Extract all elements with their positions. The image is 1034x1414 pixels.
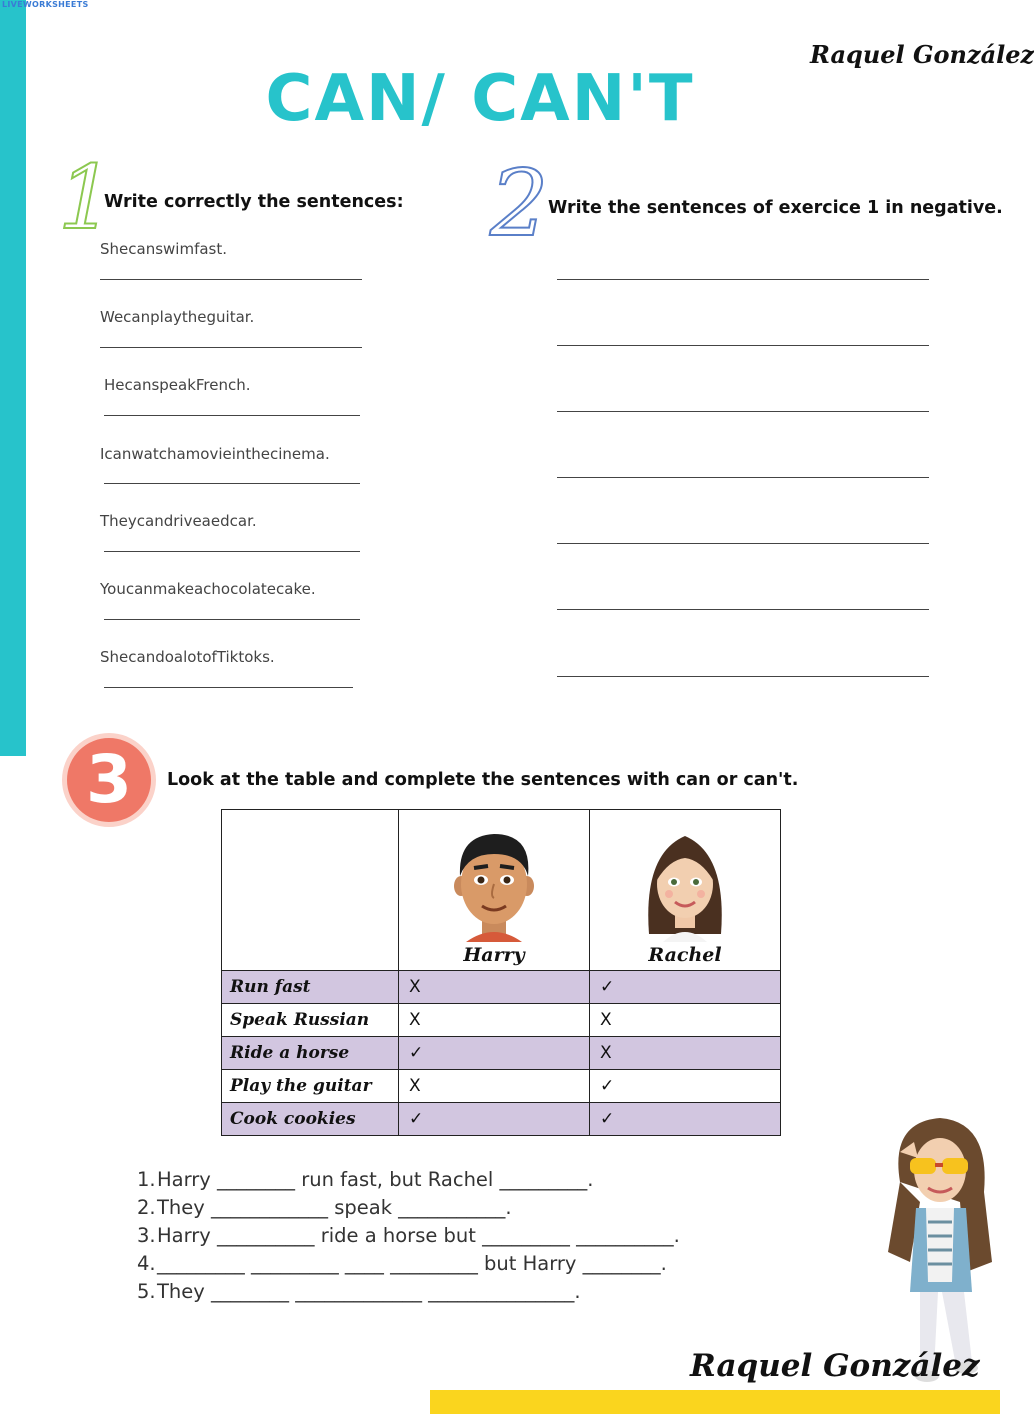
author-signature-top: Raquel González xyxy=(810,40,1034,69)
ex2-answer-line-2[interactable] xyxy=(557,345,929,346)
ex1-sentence-4: Icanwatchamovieinthecinema. xyxy=(100,445,330,463)
table-header-rachel xyxy=(590,810,781,971)
harry-avatar-icon xyxy=(444,824,544,942)
rachel-mark: X xyxy=(590,1004,781,1037)
ex1-answer-line-2[interactable] xyxy=(100,347,362,348)
ability-label: Run fast xyxy=(222,971,399,1004)
ex1-sentence-3: HecanspeakFrench. xyxy=(104,376,251,394)
ex2-answer-line-5[interactable] xyxy=(557,543,929,544)
ex1-answer-line-1[interactable] xyxy=(100,279,362,280)
ability-table xyxy=(221,809,781,1136)
table-header-harry-name: Harry xyxy=(463,944,525,966)
ex3-sentence-text: Harry ________ run fast, but Rachel _________. xyxy=(157,1168,594,1191)
ex1-sentence-5: Theycandriveaedcar. xyxy=(100,512,257,530)
table-header-harry xyxy=(399,810,590,971)
ex3-sentence-number: 2. xyxy=(137,1196,156,1219)
girl-figure-icon xyxy=(880,1112,1000,1388)
harry-mark: ✓ xyxy=(399,1103,590,1136)
harry-mark: ✓ xyxy=(399,1037,590,1070)
exercise-3-instruction: Look at the table and complete the sentences with can or can't. xyxy=(167,770,799,790)
harry-mark: X xyxy=(399,1004,590,1037)
table-corner-cell xyxy=(222,810,399,971)
ex3-sentence-1[interactable] xyxy=(137,1168,593,1191)
ex3-sentence-2[interactable] xyxy=(137,1196,512,1219)
ex3-sentence-text: _________ _________ ____ _________ but Harry ________. xyxy=(157,1252,667,1275)
ex1-answer-line-4[interactable] xyxy=(104,483,360,484)
table-row xyxy=(222,1004,781,1037)
ability-label: Ride a horse xyxy=(222,1037,399,1070)
ex3-sentence-text: Harry __________ ride a horse but _________ __________. xyxy=(157,1224,680,1247)
ex3-sentence-number: 3. xyxy=(137,1224,156,1247)
ex1-answer-line-7[interactable] xyxy=(104,687,353,688)
ex3-sentence-3[interactable] xyxy=(137,1224,680,1247)
author-signature-bottom: Raquel González xyxy=(690,1348,980,1384)
rachel-mark: ✓ xyxy=(590,971,781,1004)
ex2-answer-line-7[interactable] xyxy=(557,676,929,677)
exercise-3-number: 3 xyxy=(86,741,132,818)
ex1-sentence-6: Youcanmakeachocolatecake. xyxy=(100,580,316,598)
rachel-mark: ✓ xyxy=(590,1103,781,1136)
ex1-sentence-2: Wecanplaytheguitar. xyxy=(100,308,255,326)
ex1-sentence-1: Shecanswimfast. xyxy=(100,240,228,258)
ex3-sentence-text: They ________ _____________ _______________. xyxy=(157,1280,581,1303)
exercise-1-instruction: Write correctly the sentences: xyxy=(104,192,404,212)
ex3-sentence-text: They ____________ speak ___________. xyxy=(157,1196,512,1219)
ex3-sentence-number: 4. xyxy=(137,1252,156,1275)
ability-label: Play the guitar xyxy=(222,1070,399,1103)
page-title: CAN/ CAN'T xyxy=(265,62,695,136)
rachel-mark: ✓ xyxy=(590,1070,781,1103)
left-accent-bar xyxy=(0,0,26,756)
harry-mark: X xyxy=(399,1070,590,1103)
ability-label: Speak Russian xyxy=(222,1004,399,1037)
ex3-sentence-4[interactable] xyxy=(137,1252,667,1275)
table-row xyxy=(222,1103,781,1136)
ex1-answer-line-3[interactable] xyxy=(104,415,360,416)
exercise-2-instruction: Write the sentences of exercice 1 in negative. xyxy=(548,198,1003,218)
ex3-sentence-number: 5. xyxy=(137,1280,156,1303)
rachel-mark: X xyxy=(590,1037,781,1070)
ex1-answer-line-5[interactable] xyxy=(104,551,360,552)
exercise-1-number-icon: 1 xyxy=(58,146,114,249)
ex3-sentence-number: 1. xyxy=(137,1168,156,1191)
watermark-logo[interactable]: LIVEWORKSHEETS xyxy=(2,0,89,9)
ex2-answer-line-1[interactable] xyxy=(557,279,929,280)
table-header-rachel-name: Rachel xyxy=(648,944,722,966)
ability-label: Cook cookies xyxy=(222,1103,399,1136)
table-row xyxy=(222,1070,781,1103)
bottom-accent-bar xyxy=(430,1390,1000,1414)
table-row xyxy=(222,971,781,1004)
ex1-sentence-7: ShecandoalotofTiktoks. xyxy=(100,648,275,666)
ex2-answer-line-3[interactable] xyxy=(557,411,929,412)
exercise-2-number-icon: 2 xyxy=(490,150,549,257)
ex1-answer-line-6[interactable] xyxy=(104,619,360,620)
ex3-sentence-5[interactable] xyxy=(137,1280,581,1303)
harry-mark: X xyxy=(399,971,590,1004)
table-row xyxy=(222,1037,781,1070)
ex2-answer-line-4[interactable] xyxy=(557,477,929,478)
ex2-answer-line-6[interactable] xyxy=(557,609,929,610)
rachel-avatar-icon xyxy=(635,824,735,942)
